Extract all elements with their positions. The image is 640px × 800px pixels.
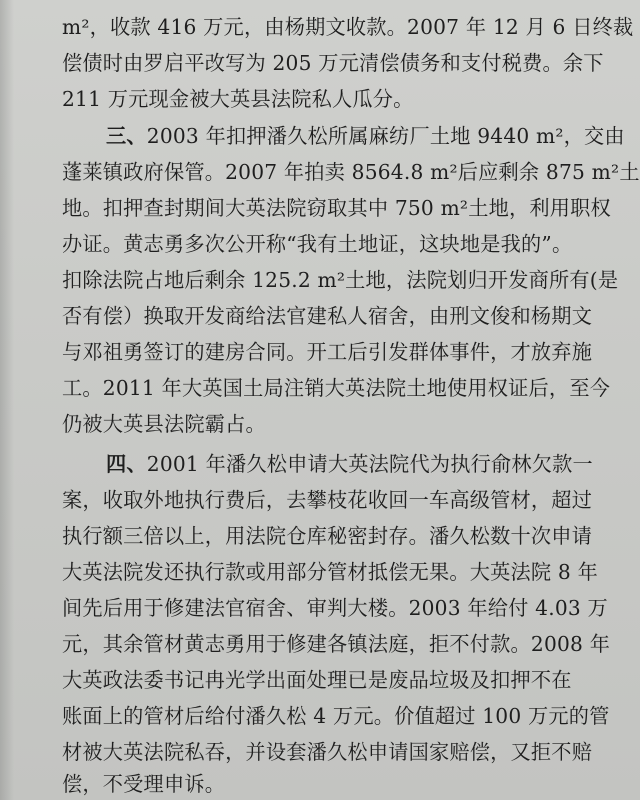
text-line-1: m²，收款 416 万元，由杨期文收款。2007 年 12 月 6 日终裁 — [62, 15, 634, 39]
text-line-10: 与邓祖勇签订的建房合同。开工后引发群体事件，才放弃施 — [62, 340, 593, 364]
section-four-heading: 四、 — [106, 452, 147, 476]
text-line-17: 间先后用于修建法官宿舍、审判大楼。2003 年给付 4.03 万 — [62, 596, 608, 620]
section-four-first-line — [106, 451, 593, 477]
section-three-first-line — [106, 123, 625, 149]
text-line-8: 扣除法院占地后剩余 125.2 m²土地，法院划归开发商所有(是 — [62, 268, 619, 292]
text-line-5: 蓬莱镇政府保管。2007 年拍卖 8564.8 m²后应剩余 875 m²土 — [62, 160, 640, 184]
text-line-9: 否有偿）换取开发商给法官建私人宿舍，由刑文俊和杨期文 — [62, 304, 593, 328]
text-line-16: 大英法院发还执行款或用部分管材抵偿无果。大英法院 8 年 — [62, 560, 598, 584]
text-line-12: 仍被大英县法院霸占。 — [62, 412, 266, 436]
section-three-heading: 三、 — [106, 124, 147, 148]
text-line-14: 案，收取外地执行费后，去攀枝花收回一车高级管材，超过 — [62, 488, 593, 512]
page-edge-shadow — [0, 0, 14, 800]
text-line-15: 执行额三倍以上，用法院仓库秘密封存。潘久松数十次申请 — [62, 524, 593, 548]
text-line-21: 材被大英法院私吞，并设套潘久松申请国家赔偿，又拒不赔 — [62, 740, 593, 764]
text-line-3: 211 万元现金被大英县法院私人瓜分。 — [62, 87, 414, 111]
text-line-18: 元，其余管材黄志勇用于修建各镇法庭，拒不付款。2008 年 — [62, 632, 611, 656]
text-line-2: 偿债时由罗启平改写为 205 万元清偿债务和支付税费。余下 — [62, 51, 604, 75]
section-four-text: 2001 年潘久松申请大英法院代为执行俞林欠款一 — [146, 452, 593, 476]
text-line-20: 账面上的管材后给付潘久松 4 万元。价值超过 100 万元的管 — [62, 704, 610, 728]
text-line-22: 偿，不受理申诉。 — [62, 772, 226, 796]
text-line-6: 地。扣押查封期间大英法院窃取其中 750 m²土地，利用职权 — [62, 196, 611, 220]
text-line-19: 大英政法委书记冉光学出面处理已是废品垃圾及扣押不在 — [62, 668, 572, 692]
section-three-text: 2003 年扣押潘久松所属麻纺厂土地 9440 m²，交由 — [146, 124, 625, 148]
text-line-7: 办证。黄志勇多次公开称“我有土地证，这块地是我的”。 — [62, 232, 573, 256]
text-line-11: 工。2011 年大英国土局注销大英法院土地使用权证后，至今 — [62, 376, 611, 400]
